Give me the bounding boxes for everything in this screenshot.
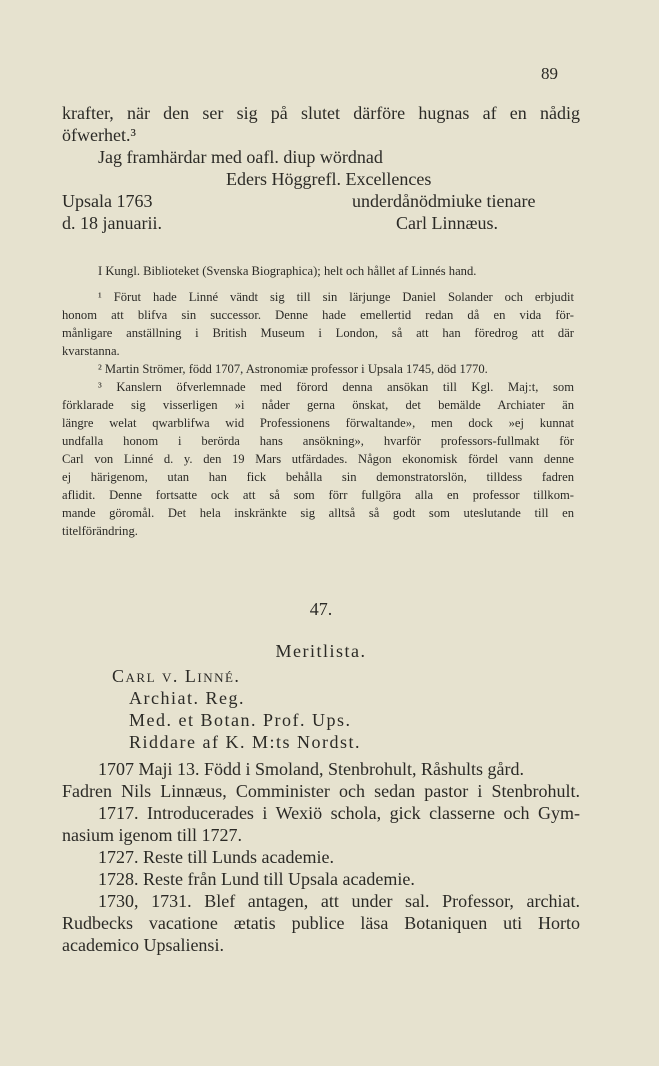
entry-line: Rudbecks vacatione ætatis publice läsa Botaniquen uti Horto — [62, 913, 580, 933]
footnote-3-line: undfalla honom i berörda hans ansökning», hvarför professors-fullmakt för — [62, 434, 574, 448]
footnote-2-line: ² Martin Strömer, född 1707, Astronomiæ professor i Upsala 1745, död 1770. — [98, 362, 488, 376]
letter-signature: Carl Linnæus. — [396, 213, 498, 233]
footnote-3-line: längre welat qwarblifwa wid Professionens förwaltande», men dock »ej kunnat — [62, 416, 574, 430]
document-title: Meritlista. — [275, 641, 367, 661]
footnote-3-line: aflidit. Denne fortsatte ock att så som förr fullgöra alla en professor tillkom- — [62, 488, 574, 502]
entry-line: Fadren Nils Linnæus, Comminister och sedan pastor i Stenbrohult. — [62, 781, 580, 801]
entry-line: nasium igenom till 1727. — [62, 825, 242, 845]
document-number: 47. — [309, 599, 333, 619]
letter-line: Jag framhärdar med oafl. diup wördnad — [98, 147, 383, 167]
footnote-1-line: kvarstanna. — [62, 344, 120, 358]
footnote-3-line: ³ Kanslern öfverlemnade med förord denna ansökan till Kgl. Maj:t, som — [98, 380, 574, 394]
person-name: Carl v. Linné. — [112, 666, 241, 686]
page-number: 89 — [541, 64, 558, 83]
entry-line: academico Upsaliensi. — [62, 935, 224, 955]
person-title: Med. et Botan. Prof. Ups. — [129, 710, 352, 730]
footnote-source: I Kungl. Biblioteket (Svenska Biographica); helt och hållet af Linnés hand. — [98, 264, 477, 278]
letter-line: öfwerhet.³ — [62, 125, 136, 145]
entry-line: 1717. Introducerades i Wexiö schola, gick classerne och Gym- — [98, 803, 580, 823]
footnote-3-line: ej härigenom, utan han fick behålla sin demonstratorslön, tilldess fadren — [62, 470, 574, 484]
person-title: Archiat. Reg. — [129, 688, 245, 708]
footnote-1-line: ¹ Förut hade Linné vändt sig till sin lärjunge Daniel Solander och erbjudit — [98, 290, 574, 304]
letter-closing: underdånödmiuke tienare — [352, 191, 536, 211]
letter-salutation: Eders Höggrefl. Excellences — [226, 169, 432, 189]
footnote-3-line: Carl von Linné d. y. den 19 Mars utfärdades. Någon ekonomisk fördel vann denne — [62, 452, 574, 466]
letter-date: d. 18 januarii. — [62, 213, 162, 233]
entry-line: 1730, 1731. Blef antagen, att under sal. Professor, archiat. — [98, 891, 580, 911]
footnote-1-line: månligare anställning i British Museum i London, så att han föredrog att där — [62, 326, 574, 340]
letter-place: Upsala 1763 — [62, 191, 153, 211]
footnote-1-line: honom att blifva sin successor. Denne hade emellertid redan då en vida för- — [62, 308, 574, 322]
letter-line: krafter, när den ser sig på slutet därföre hugnas af en nådig — [62, 103, 580, 123]
entry-line: 1707 Maji 13. Född i Smoland, Stenbrohult, Råshults gård. — [98, 759, 524, 779]
entry-line: 1727. Reste till Lunds academie. — [98, 847, 334, 867]
footnote-3-line: mande göromål. Det hela inskränkte sig alltså så godt som uteslutande till en — [62, 506, 574, 520]
footnote-3-line: titelförändring. — [62, 524, 138, 538]
person-title: Riddare af K. M:ts Nordst. — [129, 732, 361, 752]
entry-line: 1728. Reste från Lund till Upsala academie. — [98, 869, 415, 889]
footnote-3-line: förklarade sig visserligen »i nåder gerna önskat, det bemälde Archiater än — [62, 398, 574, 412]
